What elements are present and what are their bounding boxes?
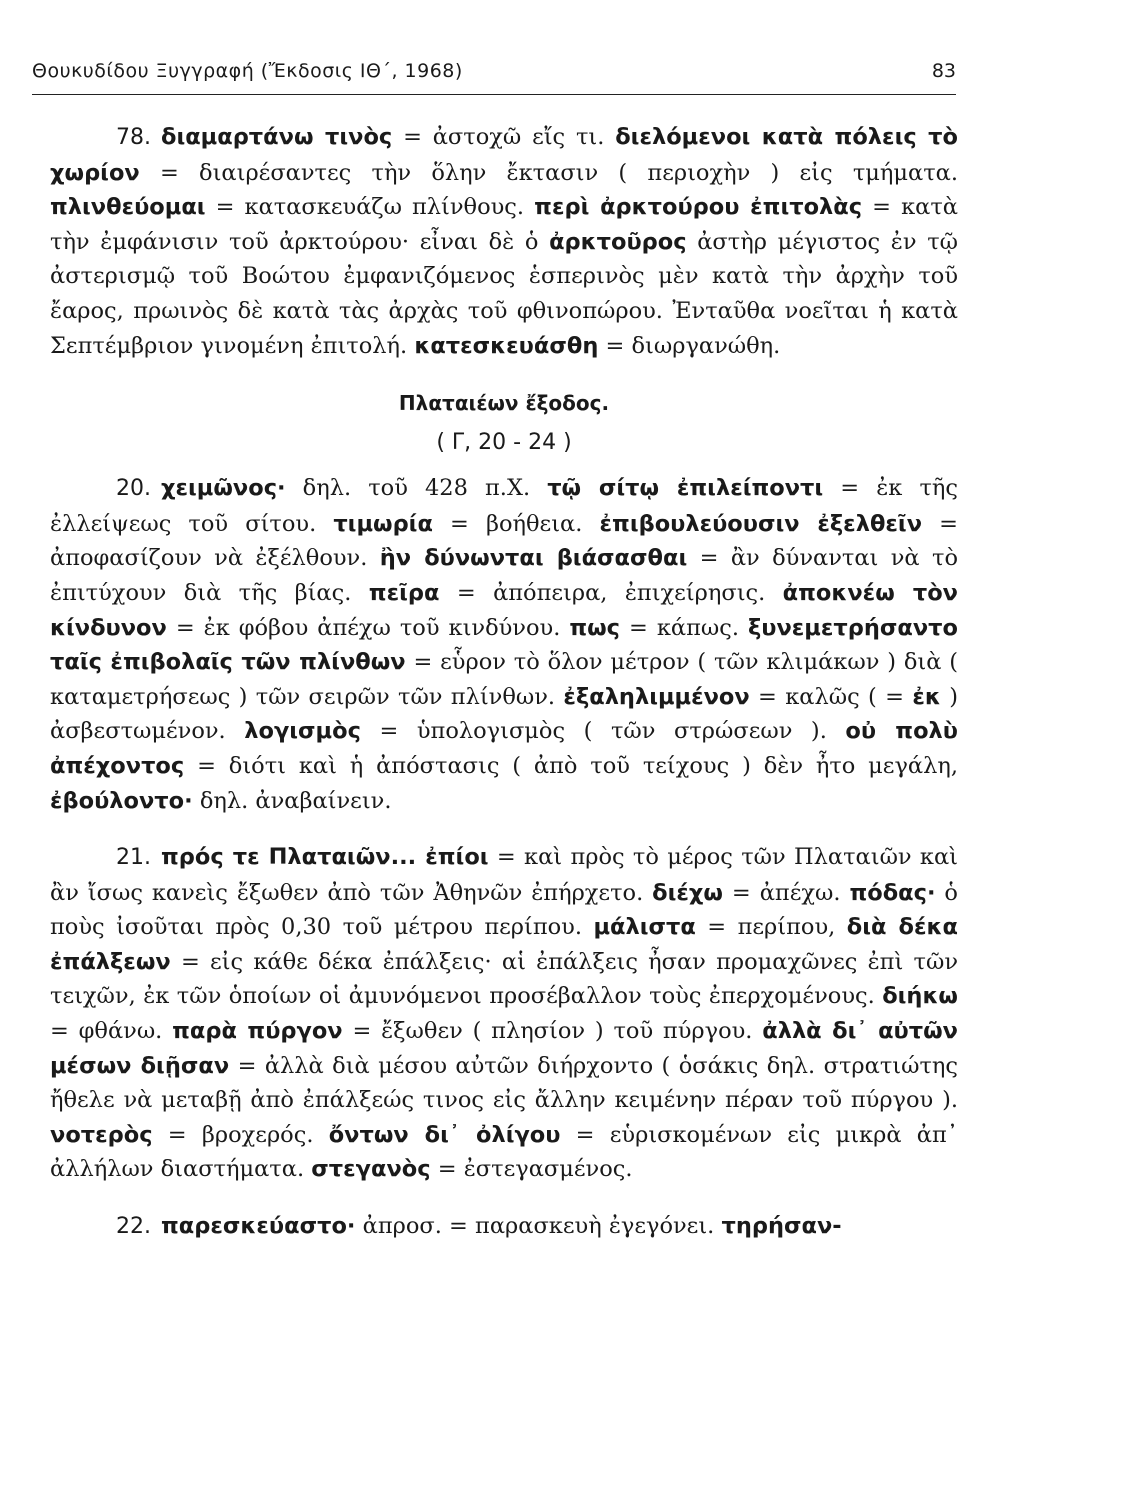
gloss: = ἂν δύνανται νὰ τὸ ἐπιτύχουν διὰ τῆς βίας. [50,545,958,606]
lemma: μάλιστα [593,914,696,941]
gloss: = διότι καὶ ἡ ἀπόστασις ( ἀπὸ τοῦ τείχους ) δὲν ἦτο μεγάλη, [184,752,958,779]
gloss: = ἀπόπειρα, ἐπιχείρησις. [439,579,783,606]
gloss: = ὑπολογισμὸς ( τῶν στρώσεων ). [360,718,846,745]
page-number: 83 [931,60,956,82]
lemma: χειμῶνος· [161,475,286,502]
section-number: 20. [116,476,151,502]
gloss: = καλῶς ( = [749,683,913,710]
lemma: ὄντων δι᾽ ὀλίγου [328,1121,561,1148]
lemma: πόδας· [849,879,936,906]
paragraph-gap [50,818,958,840]
gloss: = καὶ πρὸς τὸ μέρος τῶν Πλαταιῶν καὶ ἂν ἴσως κανεὶς ἔξωθεν ἀπὸ τῶν Ἀθηνῶν ἐπήρχετο. [50,844,958,906]
lemma: διὰ δέκα ἐπάλξεων [50,914,958,975]
lemma: τῷ σίτῳ ἐπιλείποντι [547,475,824,502]
paragraph-22 [50,1209,958,1245]
gloss: = ἐκ φόβου ἀπέχω τοῦ κινδύνου. [166,614,570,641]
gloss: ) ἀσβεστωμένον. [50,683,958,745]
section-number: 22. [116,1214,151,1240]
lemma: πρός τε Πλαταιῶν... ἐπίοι [161,844,489,871]
lemma: περὶ ἀρκτούρου ἐπιτολὰς [534,194,863,221]
lemma: διέχω [652,879,723,906]
gloss: = ἀποφασίζουν νὰ ἐξέλθουν. [50,510,958,572]
gloss: = εὗρον τὸ ὅλον μέτρον ( τῶν κλιμάκων ) διὰ ( καταμετρήσεως ) τῶν σειρῶν τῶν πλίνθων. [50,649,958,710]
gloss: ἀστὴρ μέγιστος ἐν τῷ ἀστερισμῷ τοῦ Βοώτου ἐμφανιζόμενος ἑσπερινὸς μὲν κατὰ τὴν ἀρχὴν τοῦ ἔαρος, πρωινὸς δὲ κατὰ τὰς ἀρχὰς τοῦ φθινοπώρου. Ἐνταῦθα νοεῖται ἡ κατὰ Σεπτέμβριον γινομένη ἐπιτολή. [50,228,958,359]
gloss: = ἀπέχω. [723,879,850,906]
lemma: ἀλλὰ δι᾽ αὐτῶν μέσων διῇσαν [50,1018,958,1079]
lemma: κατεσκευάσθη [414,332,599,359]
running-title: Θουκυδίδου Ξυγγραφή (Ἔκδοσις ΙΘ΄, 1968) [32,60,463,82]
gloss: = διαιρέσαντες τὴν ὅλην ἔκτασιν ( περιοχὴν ) εἰς τμήματα. [139,159,958,186]
lemma: νοτερὸς [50,1121,153,1148]
lemma: ξυνεμετρήσαντο ταῖς ἐπιβολαῖς τῶν πλίνθων [50,614,958,676]
lemma: τηρήσαν- [721,1213,842,1240]
lemma: πλινθεύομαι [50,194,206,221]
gloss: = ἀστοχῶ εἴς τι. [392,124,616,150]
gloss: ὁ ποὺς ἰσοῦται πρὸς 0,30 τοῦ μέτρου περίπου. [50,879,958,941]
paragraph-20 [50,471,958,818]
gloss: = κατὰ τὴν ἐμφάνισιν τοῦ ἀρκτούρου· εἶναι δὲ ὁ [50,194,958,255]
gloss: δηλ. τοῦ 428 π.Χ. [285,475,548,502]
gloss: = κατασκευάζω πλίνθους. [205,194,535,221]
lemma: ἀρκτοῦρος [549,228,687,255]
section-reference: ( Γ, 20 - 24 ) [436,430,572,456]
running-header [32,58,956,95]
gloss: = εἰς κάθε δέκα ἐπάλξεις· αἱ ἐπάλξεις ἦσαν προμαχῶνες ἐπὶ τῶν τειχῶν, ἐκ τῶν ὁποίων οἱ ἀμυνόμενοι προσέβαλλον τοὺς ἐπερχομένους. [50,948,958,1010]
lemma: ἐκ [912,683,941,710]
gloss: = ἐστεγασμένος. [430,1156,633,1183]
paragraph-21 [50,840,958,1187]
lemma: διήκω [882,983,958,1010]
gloss: = εὑρισκομένων εἰς μικρὰ ἀπ᾽ ἀλλήλων διαστήματα. [50,1121,958,1183]
section-heading: Πλαταιέων ἔξοδος. [398,391,610,416]
lemma: ἐβούλοντο· [50,787,193,814]
section-number: 78. [116,125,151,150]
lemma: ἐξαληλιμμένον [563,683,750,710]
lemma: λογισμὸς [244,718,361,745]
lemma: διελόμενοι κατὰ πόλεις τὸ χωρίον [50,124,958,186]
lemma: πεῖρα [368,579,440,606]
paragraph-78 [50,120,958,363]
lemma: τιμωρία [333,510,433,537]
gloss: = διωργανώθη. [598,332,781,359]
lemma: στεγανὸς [311,1156,431,1183]
gloss: = ἔξωθεν ( πλησίον ) τοῦ πύργου. [342,1018,763,1045]
gloss: δηλ. ἀναβαίνειν. [192,787,392,814]
gloss: = περίπου, [695,914,847,941]
section-number: 21. [116,845,151,871]
gloss: ἀπροσ. = παρασκευὴ ἐγεγόνει. [355,1213,722,1240]
lemma: παρεσκεύαστο· [161,1213,356,1240]
lemma: παρὰ πύργον [172,1018,343,1045]
gloss: = φθάνω. [50,1018,173,1045]
gloss: = βοήθεια. [432,510,600,537]
paragraph-gap [50,1187,958,1209]
gloss: = ἀλλὰ διὰ μέσου αὐτῶν διήρχοντο ( ὁσάκις δηλ. στρατιώτης ἤθελε νὰ μεταβῇ ἀπὸ ἐπάλξεώς τινος εἰς ἄλλην κειμένην πέραν τοῦ πύργου ). [50,1052,958,1114]
lemma: διαμαρτάνω τινὸς [161,124,393,150]
gloss: = ἐκ τῆς ἐλλείψεως τοῦ σίτου. [50,475,958,537]
gloss: = βροχερός. [152,1121,329,1148]
lemma: ἀποκνέω τὸν κίνδυνον [50,579,958,641]
lemma: ἐπιβουλεύουσιν ἐξελθεῖν [599,510,923,537]
gloss: = κάπως. [620,614,748,641]
page-body [50,120,958,1245]
lemma: πως [569,614,621,641]
lemma: οὐ πολὺ ἀπέχοντος [50,718,958,779]
lemma: ἢν δύνωνται βιάσασθαι [379,545,688,572]
